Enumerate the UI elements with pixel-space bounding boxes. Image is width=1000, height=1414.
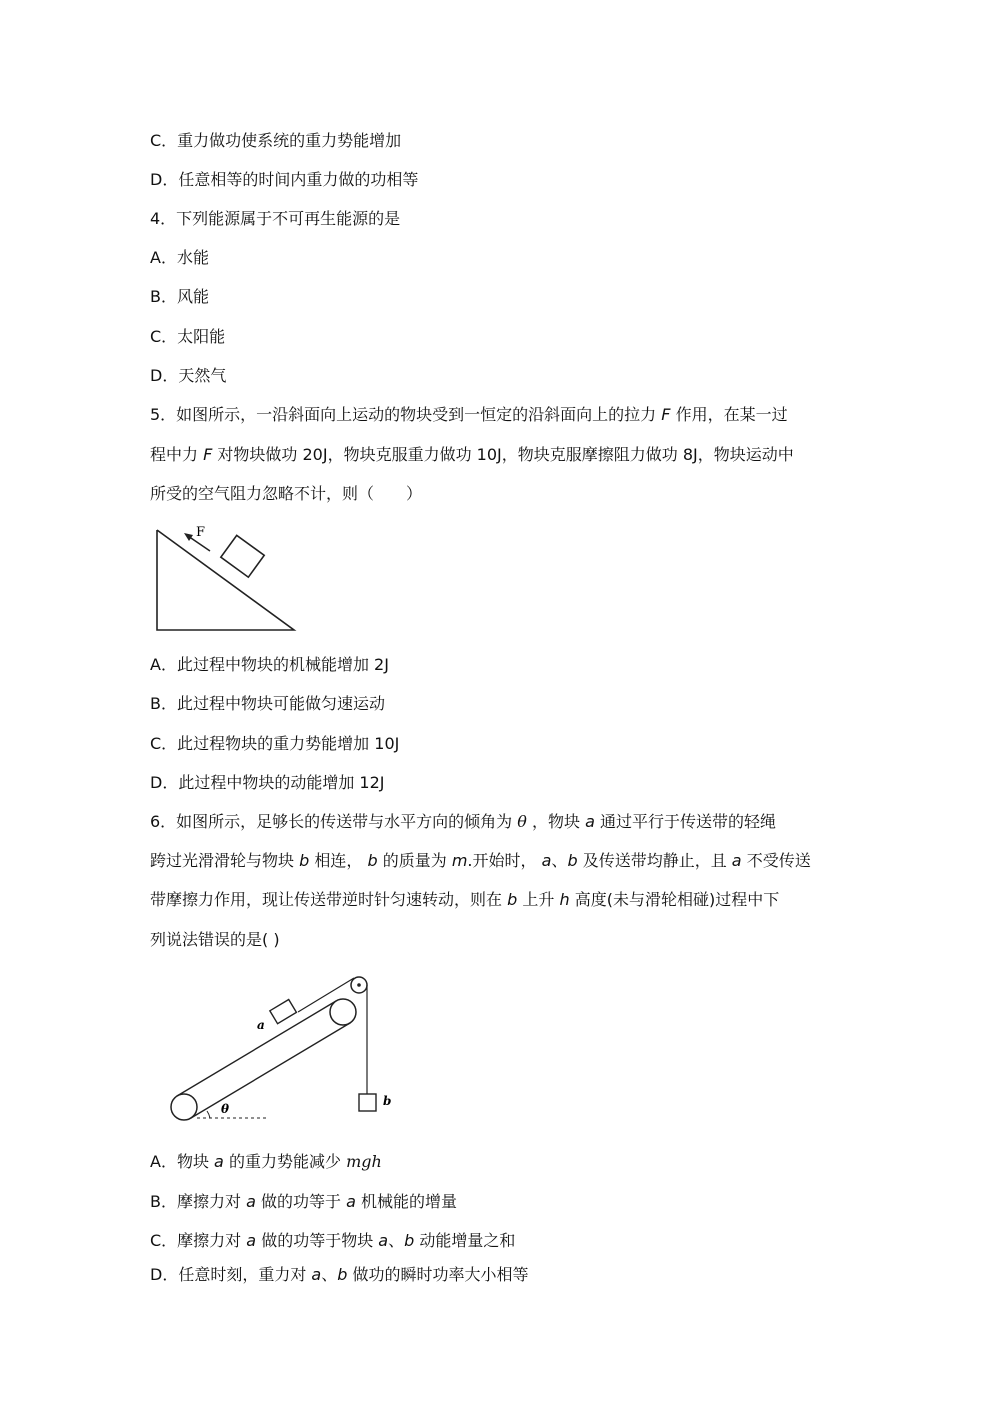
angle-arc — [207, 1111, 210, 1118]
q6-option-text: 做的功等于 — [260, 1192, 341, 1211]
q6-stem-line-3 — [150, 890, 779, 910]
q6-option-a — [150, 1152, 382, 1172]
q3-option-d: D．任意相等的时间内重力做的功相等 — [150, 170, 419, 189]
block-b-variable: b — [567, 851, 578, 870]
q6-stem-text: 的质量为 — [382, 851, 447, 870]
block-a-variable: a — [378, 1231, 389, 1250]
q5-option-d: D．此过程中物块的动能增加 12J — [150, 773, 385, 792]
q6-stem-text: ，物块 — [532, 812, 581, 831]
block-a-variable: a — [311, 1265, 322, 1284]
q6-option-text: D．任意时刻，重力对 — [150, 1265, 307, 1284]
q6-stem-line-2 — [150, 851, 811, 871]
q5-stem-text: 5．如图所示，一沿斜面向上运动的物块受到一恒定的沿斜面向上的拉力 — [150, 405, 657, 424]
q5-stem-line-3: 所受的空气阻力忽略不计，则（ ） — [150, 484, 423, 503]
force-label: F — [196, 525, 206, 540]
q6-stem-text: 通过平行于传送带的轻绳 — [600, 812, 777, 831]
q6-option-d — [150, 1265, 529, 1285]
q6-option-text: 、 — [321, 1265, 338, 1284]
force-variable: F — [203, 445, 213, 464]
q6-stem-line-4: 列说法错误的是( ) — [150, 930, 280, 949]
block-b-variable: b — [299, 851, 310, 870]
block-a-variable: a — [246, 1192, 256, 1211]
q6-option-text: A．物块 — [150, 1152, 209, 1171]
q6-option-text: B．摩擦力对 — [150, 1192, 241, 1211]
q6-option-text: 机械能的增量 — [361, 1192, 458, 1211]
block-a-label: a — [257, 1018, 265, 1032]
q4-option-d: D．天然气 — [150, 366, 227, 385]
block-b-label: b — [383, 1094, 392, 1108]
q6-option-c — [150, 1231, 515, 1251]
conveyor-belt-lower — [191, 1023, 350, 1118]
q6-stem-text: 不受传送 — [746, 851, 811, 870]
q5-option-c: C．此过程物块的重力势能增加 10J — [150, 734, 400, 753]
q5-stem-text: 作用，在某一过 — [675, 405, 788, 424]
block-b — [359, 1094, 376, 1111]
block-a-variable: a — [346, 1192, 356, 1211]
q6-stem-text: 相连， — [314, 851, 363, 870]
q6-option-b — [150, 1192, 457, 1212]
q6-option-text: 的重力势能减少 — [228, 1152, 341, 1171]
block-a-variable: a — [541, 851, 552, 870]
block-a-variable: a — [731, 851, 742, 870]
q5-stem-line-2 — [150, 445, 794, 465]
q5-incline-figure — [150, 520, 300, 635]
block-b-variable: b — [337, 1265, 348, 1284]
height-variable: h — [559, 890, 570, 909]
q6-stem-text: .开始时， — [467, 851, 537, 870]
block-a-variable: a — [246, 1231, 257, 1250]
block — [221, 535, 264, 577]
mgh-expression: mgh — [346, 1152, 382, 1171]
q5-stem-text: 程中力 — [150, 445, 199, 464]
block-a-variable: a — [585, 812, 595, 831]
q6-option-text: C．摩擦力对 — [150, 1231, 242, 1250]
q6-stem-text: 6．如图所示，足够长的传送带与水平方向的倾角为 — [150, 812, 513, 831]
q5-stem-text: 对物块做功 20J，物块克服重力做功 10J，物块克服摩擦阻力做功 8J，物块运动中 — [217, 445, 794, 464]
q6-stem-line-1 — [150, 812, 776, 832]
block-b-variable: b — [507, 890, 518, 909]
force-arrow-head — [184, 533, 193, 541]
q4-stem: 4．下列能源属于不可再生能源的是 — [150, 209, 401, 228]
q6-stem-text: 带摩擦力作用，现让传送带逆时针匀速转动，则在 — [150, 890, 503, 909]
block-b-variable: b — [367, 851, 378, 870]
q6-stem-text: 上升 — [522, 890, 555, 909]
angle-label: θ — [221, 1102, 230, 1116]
q6-option-text: 动能增量之和 — [419, 1231, 516, 1250]
block-b-variable: b — [404, 1231, 415, 1250]
theta-variable: θ — [517, 812, 527, 831]
fixed-pulley-axle — [357, 983, 361, 987]
q6-stem-text: 、 — [551, 851, 568, 870]
q6-stem-text: 高度(未与滑轮相碰)过程中下 — [574, 890, 780, 909]
conveyor-belt-upper — [177, 1001, 336, 1096]
q5-option-b: B．此过程中物块可能做匀速运动 — [150, 694, 385, 713]
q6-option-text: 、 — [388, 1231, 405, 1250]
q5-stem-line-1 — [150, 405, 788, 425]
q4-option-a: A．水能 — [150, 248, 209, 267]
q5-option-a: A．此过程中物块的机械能增加 2J — [150, 655, 389, 674]
q4-option-b: B．风能 — [150, 287, 209, 306]
q6-stem-text: 及传送带均静止，且 — [582, 851, 727, 870]
q6-option-text: 做的功等于物块 — [261, 1231, 374, 1250]
q3-option-c: C．重力做功使系统的重力势能增加 — [150, 131, 402, 150]
q4-option-c: C．太阳能 — [150, 327, 226, 346]
incline-triangle — [157, 530, 294, 630]
mass-variable: m — [451, 851, 468, 870]
q6-stem-text: 跨过光滑滑轮与物块 — [150, 851, 295, 870]
force-variable: F — [661, 405, 671, 424]
q6-conveyor-figure — [150, 970, 410, 1130]
block-a-variable: a — [214, 1152, 224, 1171]
block-a — [270, 999, 297, 1023]
q6-option-text: 做功的瞬时功率大小相等 — [352, 1265, 529, 1284]
